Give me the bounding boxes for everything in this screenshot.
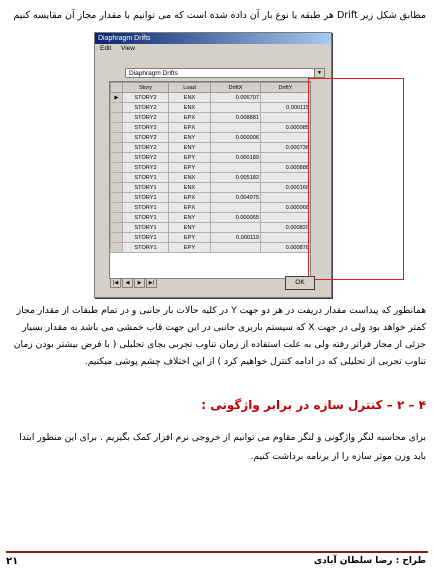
cell-story[interactable]: STORY2 (123, 133, 169, 143)
section-heading: ۴ – ۲ – کنترل سازه در برابر واژگونی : (201, 398, 426, 412)
cell-load[interactable]: ENX (169, 173, 211, 183)
cell-drifty[interactable] (261, 213, 311, 223)
cell-story[interactable]: STORY1 (123, 203, 169, 213)
chevron-down-icon[interactable]: ▼ (314, 69, 324, 77)
row-selector[interactable] (111, 243, 123, 253)
cell-load[interactable]: EPY (169, 243, 211, 253)
table-select-dropdown[interactable] (125, 68, 325, 78)
menu-bar (95, 44, 331, 54)
cell-driftx[interactable]: 0.006707 (211, 93, 261, 103)
cell-load[interactable]: EPX (169, 193, 211, 203)
table-row[interactable] (111, 223, 311, 233)
table-row[interactable] (111, 173, 311, 183)
cell-story[interactable]: STORY1 (123, 233, 169, 243)
menu-edit[interactable]: Edit (100, 45, 112, 52)
row-selector-header (111, 83, 123, 93)
row-selector[interactable] (111, 193, 123, 203)
cell-drifty[interactable]: 0.000166 (261, 183, 311, 193)
row-selector[interactable] (111, 103, 123, 113)
table-row[interactable] (111, 103, 311, 113)
table-row[interactable] (111, 213, 311, 223)
table-row[interactable] (111, 113, 311, 123)
cell-driftx[interactable]: 0.000189 (211, 153, 261, 163)
cell-drifty[interactable] (261, 133, 311, 143)
cell-load[interactable]: EPX (169, 113, 211, 123)
discussion-paragraph: همانطور که پیداست مقدار دریفت در هر دو جهت Y در کلیه حالات بار جانبی و در تمام طبقات از مقدار مجاز کمتر خواهد بود ولی در جهت X که سیستم باربری جانبی در این جهت قاب خمشی می باشد به مقدار بسیار جزئی از مجاز فراتر رفته ولی به علت استفاده از زمان تناوب تجربی بجای تحلیلی ( با فرض بیشتر بودن زمان تناوب تجربی از تحلیلی که در ادامه کنترل خواهیم کرد ) از این اختلاف چشم پوشی میکنیم. (13, 305, 426, 367)
dropdown-value: Diaphragm Drifts (129, 70, 178, 77)
table-row[interactable] (111, 203, 311, 213)
ok-button[interactable]: OK (285, 276, 315, 290)
cell-load[interactable]: ENY (169, 143, 211, 153)
cell-driftx[interactable] (211, 183, 261, 193)
cell-story[interactable]: STORY2 (123, 153, 169, 163)
row-selector[interactable] (111, 153, 123, 163)
dialog-title: Diaphragm Drifts (95, 33, 331, 44)
cell-drifty[interactable]: 0.000115 (261, 103, 311, 113)
cell-driftx[interactable] (211, 203, 261, 213)
intro-paragraph: مطابق شکل زیر Drift هر طبقه یا نوع بار آن داده شده است که می توانیم با مقدار مجاز آن مقایسه کنیم (13, 10, 426, 21)
column-header-driftx[interactable]: DriftX (211, 83, 261, 93)
cell-driftx[interactable]: 0.004975 (211, 193, 261, 203)
cell-load[interactable]: ENX (169, 183, 211, 193)
row-selector[interactable] (111, 113, 123, 123)
cell-drifty[interactable]: 0.000878 (261, 243, 311, 253)
previous-record-icon[interactable]: ◀ (122, 278, 133, 288)
cell-driftx[interactable]: 0.000119 (211, 233, 261, 243)
page-number: ۲۱ (6, 556, 19, 567)
row-selector[interactable] (111, 223, 123, 233)
cell-story[interactable]: STORY1 (123, 183, 169, 193)
row-selector[interactable] (111, 123, 123, 133)
table-row[interactable] (111, 243, 311, 253)
cell-driftx[interactable]: 0.005182 (211, 173, 261, 183)
cell-load[interactable]: EPX (169, 123, 211, 133)
cell-driftx[interactable] (211, 123, 261, 133)
row-selector[interactable] (111, 183, 123, 193)
last-record-icon[interactable]: ▶| (146, 278, 157, 288)
cell-drifty[interactable]: 0.000820 (261, 223, 311, 233)
cell-story[interactable]: STORY2 (123, 103, 169, 113)
cell-load[interactable]: EPY (169, 163, 211, 173)
row-selector[interactable] (111, 173, 123, 183)
cell-load[interactable]: ENX (169, 93, 211, 103)
cell-drifty[interactable]: 0.000736 (261, 143, 311, 153)
row-selector[interactable] (111, 143, 123, 153)
cell-driftx[interactable]: 0.008881 (211, 113, 261, 123)
cell-drifty[interactable]: 0.000888 (261, 163, 311, 173)
row-selector[interactable] (111, 133, 123, 143)
row-selector[interactable] (111, 163, 123, 173)
cell-driftx[interactable] (211, 163, 261, 173)
cell-driftx[interactable] (211, 243, 261, 253)
cell-drifty[interactable] (261, 93, 311, 103)
cell-driftx[interactable]: 0.000006 (211, 133, 261, 143)
current-row-marker-icon[interactable]: ▶ (111, 93, 123, 103)
cell-story[interactable]: STORY1 (123, 173, 169, 183)
cell-driftx[interactable] (211, 223, 261, 233)
column-header-drifty[interactable]: DriftY (261, 83, 311, 93)
cell-load[interactable]: EPY (169, 233, 211, 243)
cell-drifty[interactable] (261, 153, 311, 163)
cell-story[interactable]: STORY1 (123, 213, 169, 223)
cell-story[interactable]: STORY2 (123, 93, 169, 103)
record-navigator (110, 278, 190, 288)
cell-drifty[interactable] (261, 173, 311, 183)
cell-load[interactable]: EPX (169, 203, 211, 213)
row-selector[interactable] (111, 213, 123, 223)
row-selector[interactable] (111, 203, 123, 213)
table-row[interactable] (111, 183, 311, 193)
cell-drifty[interactable]: 0.000085 (261, 123, 311, 133)
menu-view[interactable]: View (121, 45, 135, 52)
cell-story[interactable]: STORY2 (123, 123, 169, 133)
table-row[interactable] (111, 93, 311, 103)
table-row[interactable] (111, 233, 311, 243)
footer-divider (6, 551, 428, 553)
table-row[interactable] (111, 143, 311, 153)
cell-story[interactable]: STORY1 (123, 223, 169, 233)
cell-driftx[interactable]: 0.000055 (211, 213, 261, 223)
table-row[interactable] (111, 133, 311, 143)
cell-load[interactable]: ENX (169, 103, 211, 113)
cell-driftx[interactable] (211, 103, 261, 113)
cell-drifty[interactable]: 0.000068 (261, 203, 311, 213)
highlight-box (308, 78, 404, 280)
cell-load[interactable]: ENY (169, 213, 211, 223)
first-record-icon[interactable]: |◀ (110, 278, 121, 288)
cell-story[interactable]: STORY1 (123, 193, 169, 203)
column-header-story[interactable]: Story (123, 83, 169, 93)
drift-table[interactable] (109, 81, 311, 279)
next-record-icon[interactable]: ▶ (134, 278, 145, 288)
cell-story[interactable]: STORY2 (123, 163, 169, 173)
table-row[interactable] (111, 153, 311, 163)
row-selector[interactable] (111, 233, 123, 243)
cell-load[interactable]: ENY (169, 133, 211, 143)
column-header-load[interactable]: Load (169, 83, 211, 93)
diaphragm-drifts-dialog (94, 32, 332, 298)
table-row[interactable] (111, 193, 311, 203)
overturning-paragraph: برای محاسبه لنگر واژگونی و لنگر مقاوم می توانیم از خروجی نرم افزار کمک بگیریم . برای این منظور ابتدا باید وزن موثر سازه را از برنامه برداشت کنیم. (19, 432, 426, 462)
cell-load[interactable]: ENY (169, 223, 211, 233)
footer-author: طراح : رضا سلطان آبادی (313, 556, 426, 566)
cell-drifty[interactable] (261, 233, 311, 243)
table-row[interactable] (111, 123, 311, 133)
table-row[interactable] (111, 163, 311, 173)
cell-load[interactable]: EPY (169, 153, 211, 163)
cell-story[interactable]: STORY1 (123, 243, 169, 253)
cell-story[interactable]: STORY2 (123, 143, 169, 153)
cell-driftx[interactable] (211, 143, 261, 153)
cell-drifty[interactable] (261, 193, 311, 203)
cell-story[interactable]: STORY2 (123, 113, 169, 123)
cell-drifty[interactable] (261, 113, 311, 123)
